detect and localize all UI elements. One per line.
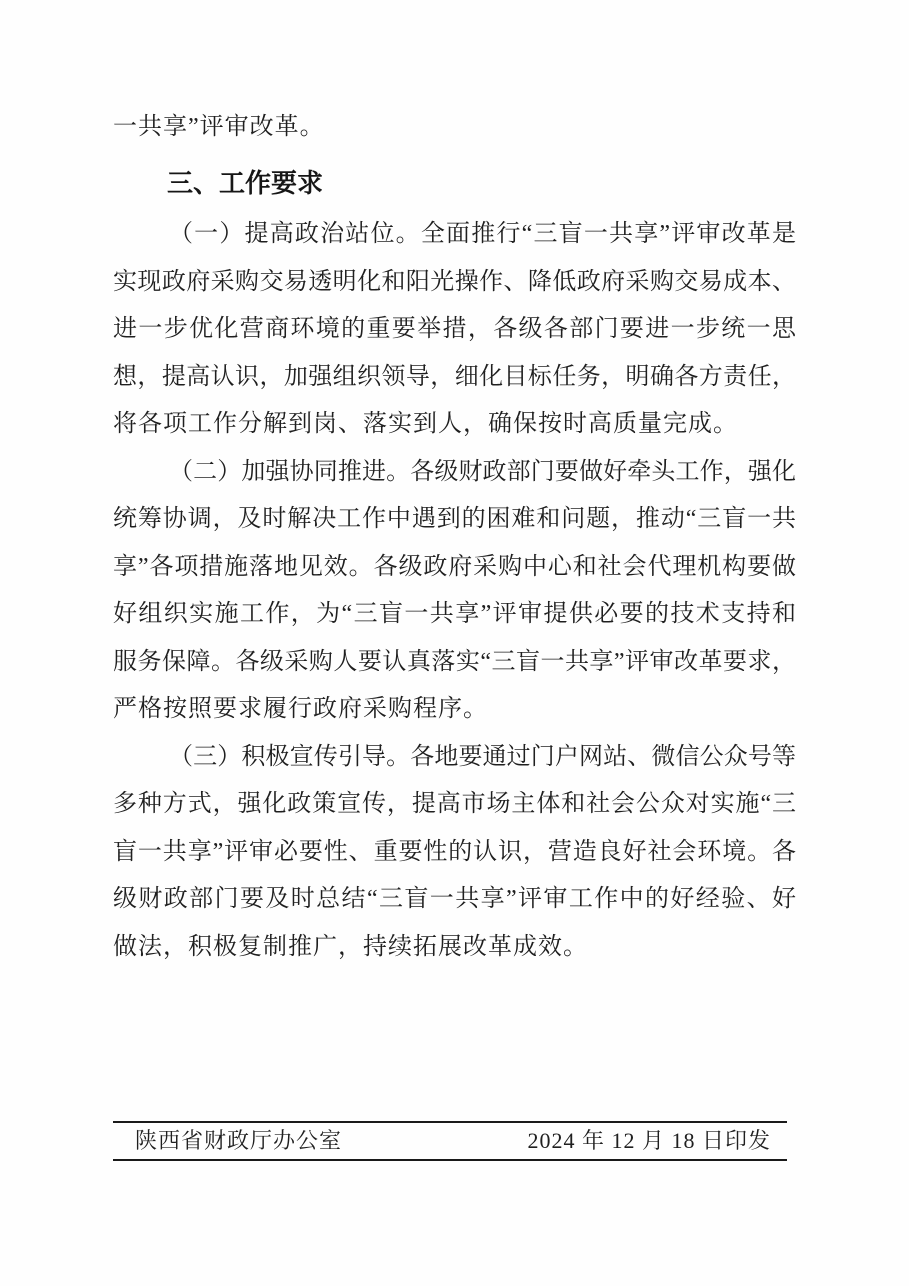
- text-line: 多种方式，强化政策宣传，提高市场主体和社会公众对实施“三: [113, 791, 796, 817]
- text-line: 实现政府采购交易透明化和阳光操作、降低政府采购交易成本、: [113, 268, 796, 295]
- text-line: 想，提高认识，加强组织领导，细化目标任务，明确各方责任，: [113, 363, 796, 390]
- footer: [113, 1121, 787, 1161]
- text-line: 做法，积极复制推广，持续拓展改革成效。: [113, 933, 588, 960]
- footer-issuer: 陕西省财政厅办公室: [135, 1128, 343, 1153]
- text-line: 级财政部门要及时总结“三盲一共享”评审工作中的好经验、好: [113, 886, 796, 912]
- section-heading: 三、工作要求: [167, 167, 324, 198]
- footer-print-date: 2024 年 12 月 18 日印发: [527, 1128, 771, 1153]
- text-line: 一共享”评审改革。: [113, 114, 325, 140]
- text-line: 严格按照要求履行政府采购程序。: [113, 696, 488, 722]
- text-line: 统筹协调，及时解决工作中遇到的困难和问题，推动“三盲一共: [113, 506, 796, 532]
- text-line: （三）积极宣传引导。各地要通过门户网站、微信公众号等: [169, 743, 796, 770]
- text-line: 好组织实施工作，为“三盲一共享”评审提供必要的技术支持和: [113, 601, 796, 627]
- text-line: 盲一共享”评审必要性、重要性的认识，营造良好社会环境。各: [113, 838, 796, 865]
- text-line: （一）提高政治站位。全面推行“三盲一共享”评审改革是: [169, 221, 796, 247]
- text-line: （二）加强协同推进。各级财政部门要做好牵头工作，强化: [169, 458, 796, 485]
- text-line: 将各项工作分解到岗、落实到人，确保按时高质量完成。: [113, 411, 738, 437]
- text-line: 享”各项措施落地见效。各级政府采购中心和社会代理机构要做: [113, 553, 796, 580]
- document-body: [113, 104, 796, 971]
- text-line: 进一步优化营商环境的重要举措，各级各部门要进一步统一思: [113, 316, 796, 342]
- text-line: 服务保障。各级采购人要认真落实“三盲一共享”评审改革要求，: [113, 648, 796, 675]
